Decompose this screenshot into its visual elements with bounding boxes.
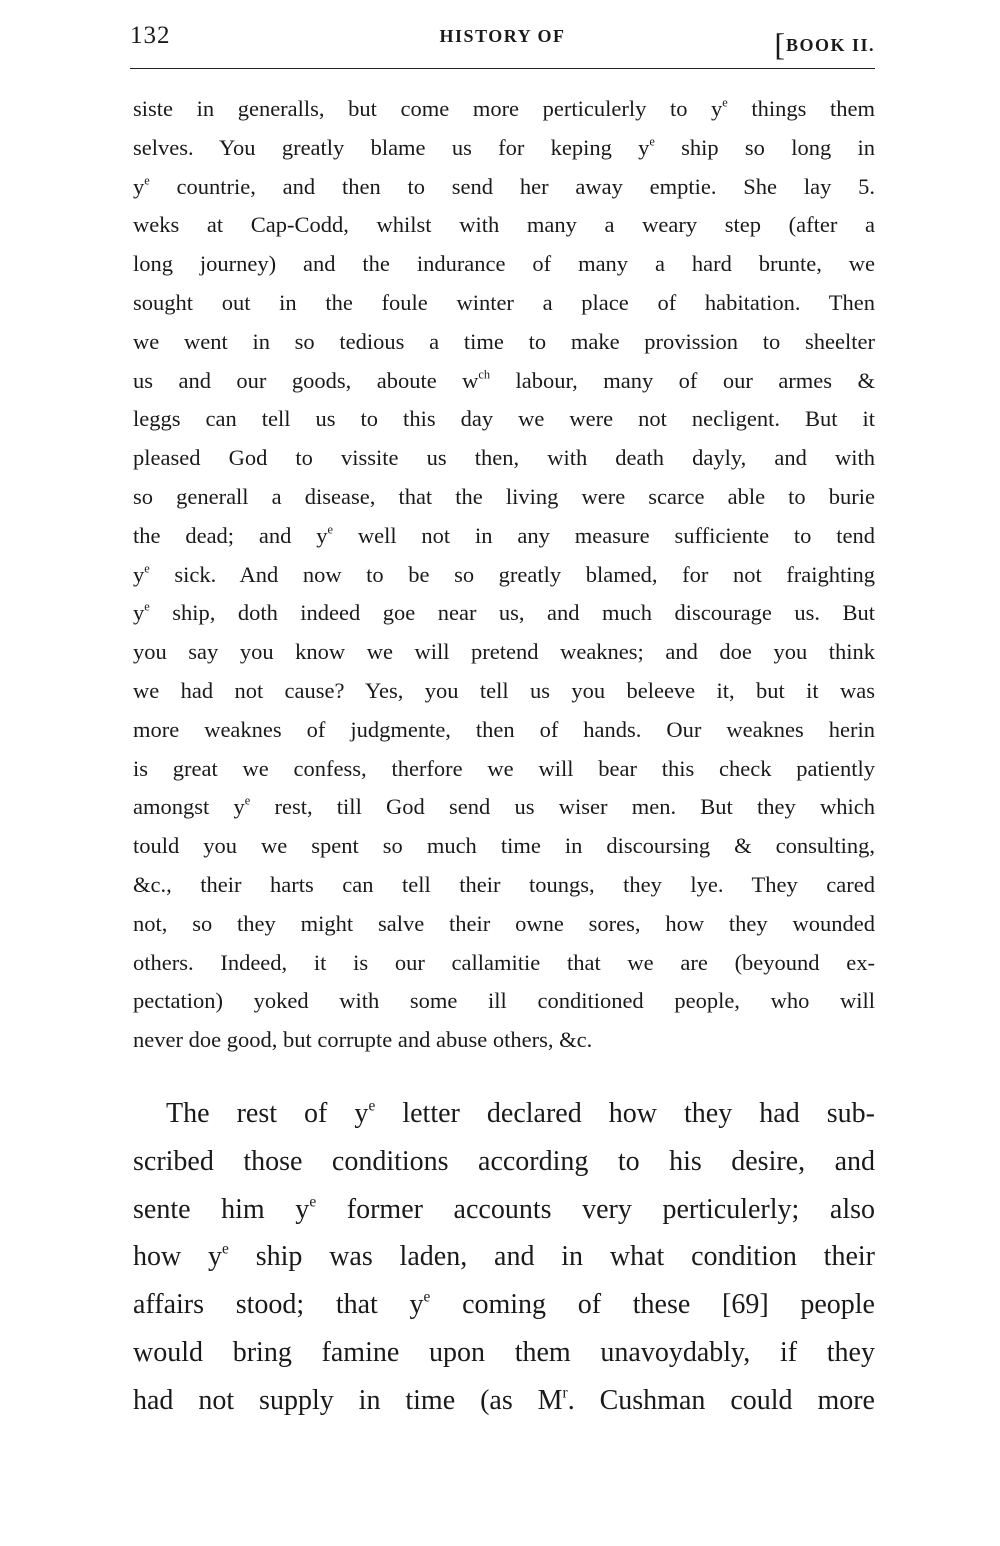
letter-line: weks at Cap-Codd, whilst with many a weary step (after a (133, 212, 875, 238)
letter-line: more weaknes of judgmente, then of hands. Our weaknes herin (133, 716, 875, 742)
letter-line: $y^e$ ship, doth indeed goe near us, and much discourage us. But (133, 600, 875, 626)
letter-line: us and our goods, aboute $w^{ch}$ labour, many of our armes & (133, 367, 876, 393)
letter-line: pectation) yoked with some ill conditioned people, who will (133, 988, 875, 1014)
book-reference-bracket: [ (774, 26, 786, 62)
running-head (130, 22, 875, 62)
narrative-paragraph (133, 1090, 875, 1425)
letter-line: pleased God to vissite us then, with death dayly, and with (133, 445, 875, 471)
running-title: HISTORY OF (439, 26, 566, 46)
letter-line: we went in so tedious a time to make provission to sheelter (133, 328, 875, 354)
narrative-line: had not supply in time (as $M^r$. Cushman could more (133, 1384, 875, 1416)
letter-line: long journey) and the indurance of many a hard brunte, we (133, 251, 875, 277)
letter-line: tould you we spent so much time in discoursing & consulting, (133, 833, 875, 859)
letter-line: $y^e$ countrie, and then to send her away emptie. She lay 5. (133, 173, 875, 199)
letter-quotation (133, 90, 875, 1060)
letter-line: the dead; and $y^e$ well not in any measure sufficiente to tend (133, 522, 875, 548)
narrative-line: sente him $y^e$ former accounts very perticulerly; also (133, 1193, 876, 1225)
letter-line: we had not cause? Yes, you tell us you beleeve it, but it was (133, 677, 875, 703)
letter-line: selves. You greatly blame us for keping $y^e$ ship so long in (133, 134, 875, 160)
letter-line: sought out in the foule winter a place of habitation. Then (133, 289, 875, 315)
letter-line: others. Indeed, it is our callamitie that we are (beyound ex- (133, 949, 875, 975)
book-reference (774, 22, 875, 62)
letter-line: never doe good, but corrupte and abuse others, &c. (133, 1027, 593, 1053)
narrative-line: affairs stood; that $y^e$ coming of these [69] people (133, 1288, 875, 1321)
narrative-line: The rest of $y^e$ letter declared how they had sub- (166, 1097, 875, 1129)
letter-line: not, so they might salve their owne sores, how they wounded (133, 910, 875, 936)
letter-line: leggs can tell us to this day we were not necligent. But it (133, 406, 875, 432)
letter-line: you say you know we will pretend weaknes; and doe you think (133, 639, 875, 665)
page-number: 132 (130, 22, 171, 49)
narrative-line: would bring famine upon them unavoydably, if they (133, 1336, 875, 1368)
letter-line: siste in generalls, but come more perticulerly to $y^e$ things them (133, 95, 875, 121)
narrative-line: how $y^e$ ship was laden, and in what condition their (133, 1240, 875, 1273)
letter-line: so generall a disease, that the living were scarce able to burie (133, 483, 875, 509)
header-rule (130, 68, 875, 69)
letter-line: &c., their harts can tell their toungs, they lye. They cared (133, 871, 875, 897)
letter-line: $y^e$ sick. And now to be so greatly blamed, for not fraighting (133, 561, 875, 587)
book-reference-label: BOOK II. (785, 35, 875, 55)
letter-line: is great we confess, therfore we will bear this check patiently (133, 755, 875, 781)
narrative-line: scribed those conditions according to his desire, and (133, 1145, 875, 1177)
letter-line: amongst $y^e$ rest, till God send us wiser men. But they which (133, 794, 875, 820)
